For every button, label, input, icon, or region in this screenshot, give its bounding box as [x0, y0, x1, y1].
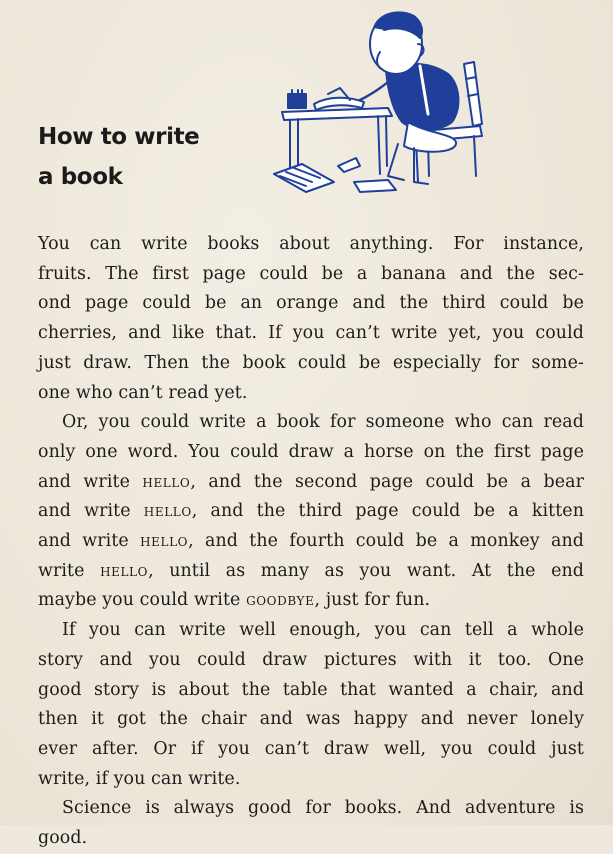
text-line: story and you could draw pictures with it too. One	[38, 649, 584, 670]
text-line: write hello, until as many as you want. At the end	[38, 560, 584, 581]
text-line: just draw. Then the book could be especially for some-	[38, 352, 584, 373]
text-line: fruits. The first page could be a banana and the sec-	[38, 263, 584, 284]
text-line: ond page could be an orange and the third could be	[38, 293, 584, 314]
small-caps-word: hello	[100, 560, 149, 581]
text-line: and write hello, and the third page could be a kitten	[38, 501, 584, 522]
paragraph-1	[38, 230, 584, 408]
page-title	[38, 117, 258, 197]
text-line: only one word. You could draw a horse on the first page	[38, 441, 584, 462]
text-line: and write hello, and the second page could be a bear	[38, 471, 584, 492]
small-caps-word: hello	[143, 501, 192, 522]
text-line: Science is always good for books. And adventure is	[62, 798, 584, 819]
title-line-2: a book	[38, 164, 123, 190]
text-line: You can write books about anything. For instance,	[38, 234, 584, 254]
text-line: one who can’t read yet.	[38, 382, 248, 403]
boy-writing-at-desk-illustration	[268, 4, 490, 194]
small-caps-word: hello	[140, 531, 189, 552]
text-line: Or, you could write a book for someone who can read	[62, 412, 584, 433]
paragraph-4	[38, 794, 584, 853]
small-caps-word: goodbye	[246, 590, 315, 611]
text-line: maybe you could write goodbye, just for fun.	[38, 590, 431, 611]
text-line: then it got the chair and was happy and never lonely	[38, 709, 584, 730]
text-line: cherries, and like that. If you can’t write yet, you could	[38, 323, 584, 344]
title-line-1: How to write	[38, 124, 200, 150]
text-line: If you can write well enough, you can tell a whole	[62, 620, 584, 641]
text-line: write, if you can write.	[38, 768, 241, 789]
paragraph-2	[38, 408, 584, 616]
small-caps-word: hello	[142, 471, 191, 492]
text-line: good.	[38, 828, 88, 849]
text-line: ever after. Or if you can’t draw well, you could just	[38, 738, 584, 759]
text-line: and write hello, and the fourth could be a monkey and	[38, 531, 584, 552]
text-line: good story is about the table that wanted a chair, and	[38, 679, 584, 700]
paragraph-3	[38, 616, 584, 794]
article-body	[38, 230, 584, 854]
